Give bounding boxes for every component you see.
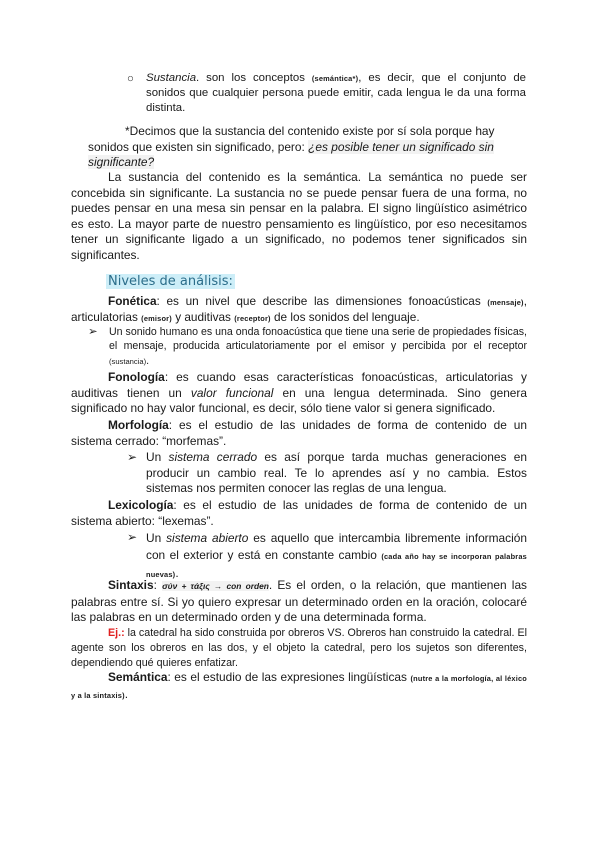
semantica-paragraph: La sustancia del contenido es la semántica. La semántica no puede ser concebida sin significante. La sustancia no se puede pensar fuera de una forma, no puedes pensar en una mesa sin pensar en la palabra. El signo lingüístico asimétrico es esto. La mayor parte de nuestro pensamiento es lingüístico, por eso necesitamos tener un significante ligado a un significado, no podemos tener significados sin significantes.: [71, 170, 527, 262]
sintaxis-text: :: [153, 578, 163, 592]
arrow-bullet-icon: ➢: [88, 326, 98, 338]
fonologia-paragraph: [71, 370, 527, 417]
lexicologia-bullet-t2: es aquello que intercambia libremente información con el exterior y está en constante cambio: [146, 531, 527, 562]
fonologia-term: Fonología: [108, 370, 165, 384]
fonologia-em: valor funcional: [190, 385, 274, 400]
sintaxis-paragraph: [71, 578, 527, 626]
sustancia-term: Sustancia: [146, 72, 197, 84]
note-paragraph: [88, 124, 518, 171]
lexicologia-bullet-t1: Un: [146, 531, 167, 545]
sustancia-paragraph: [146, 71, 526, 116]
circle-bullet-icon: ○: [127, 73, 134, 85]
sintaxis-greek: σύν + τάξις → con orden: [162, 581, 269, 591]
fonetica-paragraph: [71, 294, 527, 326]
morfologia-term: Morfología: [108, 418, 169, 432]
lexicologia-text: : es el estudio de las unidades de forma de contenido de un sistema abierto: “lexemas”.: [71, 498, 527, 528]
fonetica-small-2: (emisor): [141, 314, 172, 323]
fonetica-text-3: y auditivas: [171, 310, 235, 324]
fonologia-text: : es cuando esas características fonoacústicas, articulatorias y auditivas tienen un: [71, 370, 527, 400]
semantica-small: (nutre a la morfología, al léxico y a la sintaxis): [71, 674, 528, 700]
semantica-end: .: [124, 686, 129, 701]
heading-text: Niveles de análisis:: [108, 274, 233, 289]
note-question: ¿es posible tener un significado sin significante?: [88, 139, 494, 170]
section-heading: [106, 272, 235, 290]
arrow-bullet-icon: ➢: [127, 450, 137, 464]
sustancia-small: (semántica*): [311, 74, 359, 83]
note-text: *Decimos que la sustancia del contenido existe por sí sola porque hay sonidos que existen sin significado, pero:: [88, 124, 495, 154]
semantica-term: Semántica: [108, 670, 168, 684]
fonetica-small-3: (receptor): [234, 314, 271, 323]
fonetica-small-1: (mensaje): [487, 298, 524, 307]
arrow-bullet-icon: ➢: [127, 530, 137, 544]
lexicologia-bullet-text: [146, 530, 527, 583]
semantica-definition: [71, 670, 527, 703]
sustancia-text: . son los conceptos: [196, 72, 312, 84]
morfologia-bullet-text: [146, 450, 527, 497]
fonetica-text: : es un nivel que describe las dimensiones fonoacústicas: [156, 294, 488, 308]
fonetica-bullet-text: [109, 325, 527, 369]
lexicologia-bullet-end: .: [175, 566, 179, 580]
fonetica-bullet-end: .: [146, 354, 150, 367]
fonologia-text-2: en una lengua determinada. Sino genera significado no hay valor funcional, es decir, sólo tiene valor si genera significado.: [71, 385, 527, 416]
lexicologia-bullet-small: (cada año hay se incorporan palabras nuevas): [146, 552, 527, 579]
sintaxis-term: Sintaxis: [108, 578, 154, 592]
ejemplo-paragraph: [71, 626, 527, 671]
ejemplo-label: Ej.:: [108, 627, 125, 639]
morfologia-bullet-t2: es así porque tarda muchas generaciones en producir un cambio real. Te lo aprendes así y no cambia. Estos sistemas nos permiten conocer las reglas de una lengua.: [146, 450, 527, 496]
fonetica-text-2: , articulatorias: [71, 294, 527, 324]
morfologia-bullet-em: sistema cerrado: [168, 450, 258, 464]
morfologia-text: : es el estudio de las unidades de forma de contenido de un sistema cerrado: “morfemas”.: [71, 418, 527, 448]
lexicologia-bullet-em: sistema abierto: [166, 531, 249, 545]
fonetica-term: Fonética: [108, 294, 157, 308]
morfologia-bullet-t1: Un: [146, 450, 169, 464]
lexicologia-paragraph: [71, 498, 527, 529]
fonetica-text-4: de los sonidos del lenguaje.: [270, 310, 420, 324]
fonetica-bullet-body: Un sonido humano es una onda fonoacústica que tiene una serie de propiedades físicas, el mensaje, producida articulatoriamente por el emisor y percibida por el receptor: [109, 326, 527, 353]
morfologia-paragraph: [71, 418, 527, 449]
lexicologia-term: Lexicología: [108, 498, 174, 512]
sintaxis-text-2: . Es el orden, o la relación, que mantienen las palabras entre sí. Si yo quiero expresar un determinado orden en la oración, colocaré las palabras en un determinado orden y de una determinada forma.: [71, 578, 527, 625]
sustancia-text-2: , es decir, que el conjunto de sonidos que cualquier persona puede emitir, cada lengua le da una forma distinta.: [146, 72, 526, 114]
semantica-text: : es el estudio de las expresiones lingüísticas: [167, 670, 411, 684]
fonetica-bullet-small: (sustancia): [109, 356, 147, 366]
ejemplo-text: la catedral ha sido construida por obreros VS. Obreros han construido la catedral. El agente son los obreros en las dos, y el objeto la catedral, pero los sujetos son diferentes, dependiendo qué quieres enfatizar.: [71, 627, 527, 669]
